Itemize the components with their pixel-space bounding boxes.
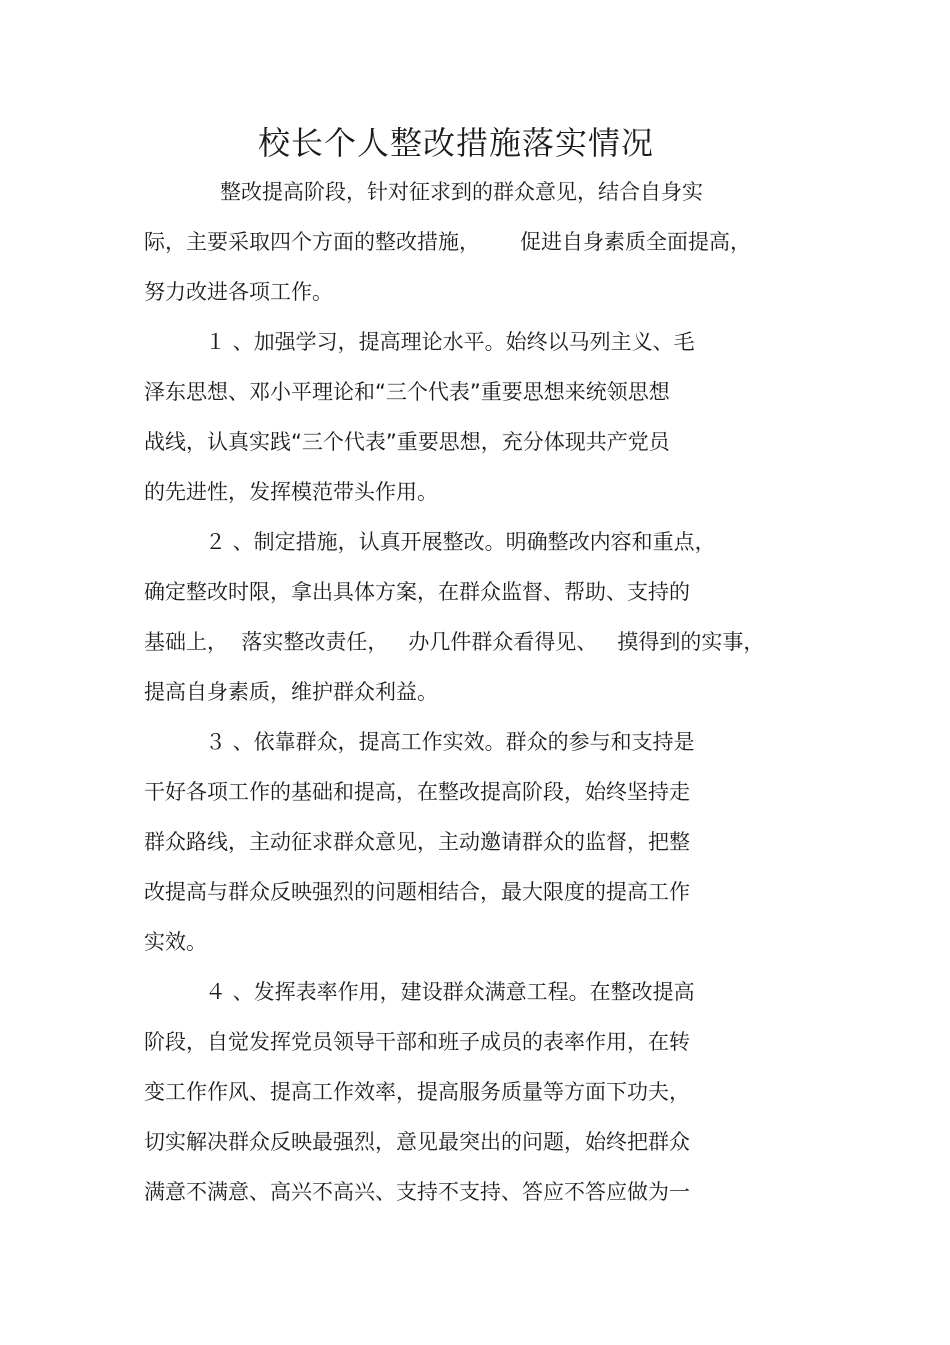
paragraph-line: ２ 、制定措施，认真开展整改。明确整改内容和重点， xyxy=(205,530,716,554)
paragraph-line: ３ 、依靠群众，提高工作实效。群众的参与和支持是 xyxy=(205,730,695,754)
paragraph-line: 战线，认真实践“三个代表”重要思想，充分体现共产党员 xyxy=(144,430,670,454)
paragraph-line: 的先进性，发挥模范带头作用。 xyxy=(144,480,438,504)
paragraph-line: 群众路线，主动征求群众意见，主动邀请群众的监督，把整 xyxy=(144,830,690,854)
paragraph-line: 改提高与群众反映强烈的问题相结合，最大限度的提高工作 xyxy=(144,880,690,904)
paragraph-line: 基础上， 落实整改责任， 办几件群众看得见、 摸得到的实事， xyxy=(144,630,765,654)
paragraph-line: １ 、加强学习，提高理论水平。始终以马列主义、毛 xyxy=(205,330,695,354)
paragraph-line: 际，主要采取四个方面的整改措施， 促进自身素质全面提高， xyxy=(144,230,752,254)
paragraph-line: 阶段，自觉发挥党员领导干部和班子成员的表率作用，在转 xyxy=(144,1030,690,1054)
paragraph-line: 整改提高阶段，针对征求到的群众意见，结合自身实 xyxy=(220,180,703,204)
paragraph-line: 切实解决群众反映最强烈，意见最突出的问题，始终把群众 xyxy=(144,1130,690,1154)
paragraph-line: 提高自身素质，维护群众利益。 xyxy=(144,680,438,704)
document-title: 校长个人整改措施落实情况 xyxy=(257,124,654,162)
paragraph-line: 满意不满意、高兴不高兴、支持不支持、答应不答应做为一 xyxy=(144,1180,690,1204)
paragraph-line: ４ 、发挥表率作用，建设群众满意工程。在整改提高 xyxy=(205,980,695,1004)
paragraph-line: 努力改进各项工作。 xyxy=(144,280,333,304)
paragraph-line: 泽东思想、邓小平理论和“三个代表”重要思想来统领思想 xyxy=(144,380,670,404)
paragraph-line: 实效。 xyxy=(144,930,207,954)
paragraph-line: 干好各项工作的基础和提高，在整改提高阶段，始终坚持走 xyxy=(144,780,690,804)
paragraph-line: 变工作作风、提高工作效率，提高服务质量等方面下功夫， xyxy=(144,1080,690,1104)
paragraph-line: 确定整改时限，拿出具体方案，在群众监督、帮助、支持的 xyxy=(144,580,690,604)
